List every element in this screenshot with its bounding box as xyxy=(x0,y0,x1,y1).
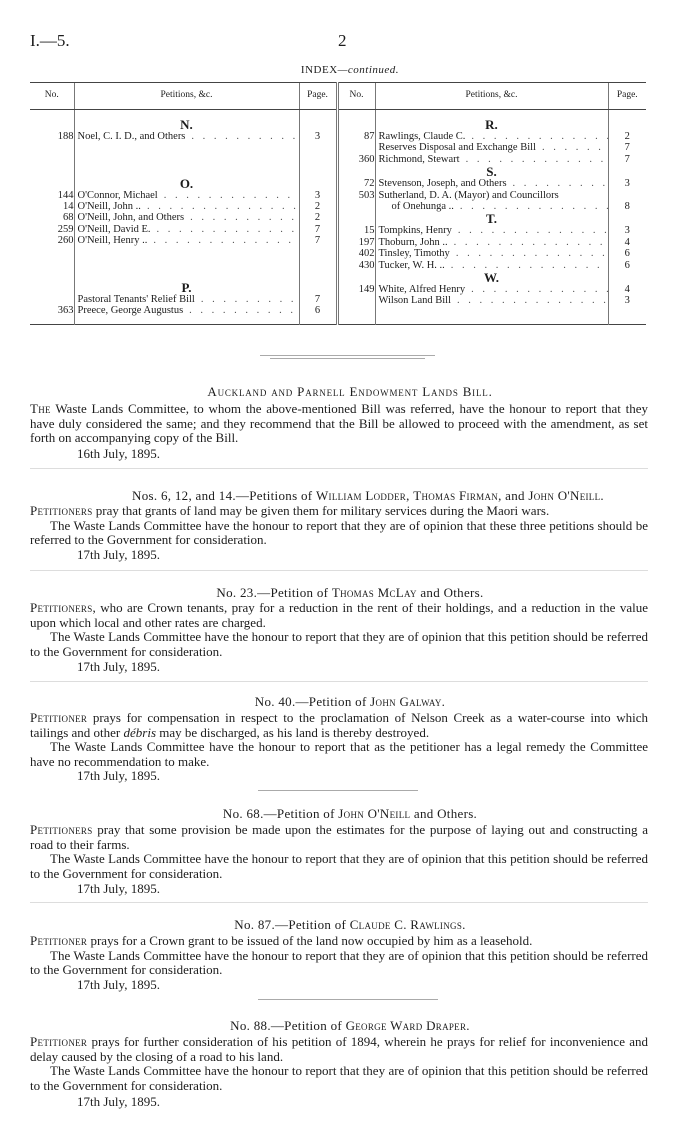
index-entry xyxy=(75,201,299,212)
section-divider xyxy=(30,570,648,571)
index-entry-page: 6 xyxy=(624,259,630,271)
index-entry-number: 188 xyxy=(57,131,74,142)
index-entry-number: 144 xyxy=(57,189,74,201)
index-entry-number: 503 xyxy=(358,189,375,201)
dot-leader xyxy=(450,248,608,259)
dot-leader xyxy=(147,235,298,246)
section-date: 17th July, 1895. xyxy=(77,1094,160,1109)
index-entry-name: O'Neill, Henry .. xyxy=(77,235,148,247)
index-entry-number xyxy=(339,295,375,306)
dot-leader xyxy=(452,225,608,236)
index-entry-name: Sutherland, D. A. (Mayor) and Councillors xyxy=(378,189,559,201)
index-entry-page: 3 xyxy=(624,225,630,237)
section-title: No. 40.—Petition of John Galway. xyxy=(254,694,446,709)
index-entry-page: 7 xyxy=(314,293,321,305)
index-entry xyxy=(376,248,608,259)
section-title: No. 87.—Petition of Claude C. Rawlings. xyxy=(234,917,466,932)
column-header-no: No. xyxy=(337,83,375,110)
index-entry-name: Stevenson, Joseph, and Others xyxy=(378,178,507,190)
index-entry-page: 4 xyxy=(624,236,630,248)
index-entry-name: of Onehunga .. xyxy=(391,200,454,212)
index-entry-name: Rawlings, Claude C. xyxy=(378,131,466,142)
index-entry-number: 260 xyxy=(57,235,74,247)
column-header-petitions: Petitions, &c. xyxy=(74,83,299,110)
index-entry-number xyxy=(30,294,74,305)
section-body: Petitioner prays for further consideration of his petition of 1894, wherein he prays for relief for inconvenience and delay caused by the closing of a road to his land. The Waste Lands Committee have the honour to report that they are of opinion that this petition should be referred to the Government for consideration. xyxy=(30,1034,648,1093)
index-entry xyxy=(376,225,608,236)
section-divider xyxy=(258,790,418,791)
column-header-petitions: Petitions, &c. xyxy=(375,83,608,110)
index-entry-page: 8 xyxy=(624,200,630,212)
index-entry-number: 68 xyxy=(63,212,74,224)
index-entry-number: 402 xyxy=(358,248,375,260)
index-entry xyxy=(75,235,299,246)
index-entry-name: Tinsley, Timothy xyxy=(378,248,450,260)
index-entry xyxy=(376,131,608,142)
index-entry-page: 4 xyxy=(624,283,630,295)
index-entry-number: 87 xyxy=(364,131,375,142)
section-date: 17th July, 1895. xyxy=(77,768,160,783)
index-entry-name: Preece, George Augustus xyxy=(77,305,184,317)
section-divider xyxy=(258,999,438,1000)
column-header-no: No. xyxy=(30,83,74,110)
index-entry-number: 15 xyxy=(364,225,375,237)
section-divider xyxy=(30,902,648,903)
dot-leader xyxy=(460,154,608,165)
index-entry-page: 6 xyxy=(314,305,321,317)
index-entry-page: 7 xyxy=(624,153,630,165)
column-header-page: Page. xyxy=(299,83,337,110)
index-entry xyxy=(376,142,608,153)
index-entry-page: 2 xyxy=(314,200,321,212)
section-divider xyxy=(270,358,425,359)
section-divider xyxy=(260,355,435,356)
index-entry-number: 363 xyxy=(57,305,74,317)
index-letter-heading: W. xyxy=(483,269,500,285)
section-date: 17th July, 1895. xyxy=(77,881,160,896)
index-letter-heading: N. xyxy=(180,117,193,132)
section-date: 16th July, 1895. xyxy=(77,446,160,461)
index-entry xyxy=(75,190,299,201)
section-date: 17th July, 1895. xyxy=(77,977,160,992)
index-entry-page: 6 xyxy=(624,248,630,260)
index-entry-name: Tucker, W. H. .. xyxy=(378,259,445,271)
index-entry xyxy=(75,212,299,223)
section-title: Nos. 6, 12, and 14.—Petitions of William Lodder, Thomas Firman, and John O'Neill. xyxy=(132,488,604,503)
document-reference: I.—5. xyxy=(30,31,70,50)
section-body: Petitioners pray that grants of land may be given them for military services during the Maori wars. The Waste Lands Committee have the honour to report that they are of opinion that these three petitions should be referred to the Government for consideration. xyxy=(30,503,648,548)
index-entry-page xyxy=(609,190,647,201)
index-entry-number: 72 xyxy=(364,178,375,190)
index-entry-name: Richmond, Stewart xyxy=(378,153,460,165)
index-entry xyxy=(75,305,299,316)
index-letter-heading: O. xyxy=(179,175,194,191)
index-entry-name: Reserves Disposal and Exchange Bill xyxy=(378,142,536,154)
index-entry-name: Noel, C. I. D., and Others xyxy=(77,131,186,142)
index-letter-heading: R. xyxy=(485,117,498,132)
dot-leader xyxy=(151,224,299,235)
index-entry-number: 259 xyxy=(57,223,74,235)
index-entry-name: O'Connor, Michael xyxy=(77,189,158,201)
section-body: Petitioner prays for a Crown grant to be issued of the land now occupied by him as a leasehold. The Waste Lands Committee have the honour to report that they are of opinion that this petition should be referred to the Government for consideration. xyxy=(30,933,648,978)
section-body: Petitioner prays for compensation in respect to the proclamation of Nelson Creek as a water-course into which tailings and other débris may be discharged, as his land is thereby destroyed. The Waste Lands Committee have the honour to report that as the petitioner has a legal remedy the Committee have no recommendation to make. xyxy=(30,710,648,769)
index-entry-number: 197 xyxy=(358,236,375,248)
index-letter-heading: P. xyxy=(181,279,192,295)
dot-leader xyxy=(183,305,298,316)
page-number: 2 xyxy=(338,31,347,50)
dot-leader xyxy=(184,212,298,223)
dot-leader xyxy=(141,201,299,212)
dot-leader xyxy=(536,142,608,153)
index-entry-page: 2 xyxy=(624,131,630,142)
section-title: Auckland and Parnell Endowment Lands Bill. xyxy=(207,384,493,399)
index-entry-name: O'Neill, David E. xyxy=(77,223,151,235)
index-entry xyxy=(376,284,608,295)
index-entry-name: O'Neill, John, and Others xyxy=(77,212,185,224)
section-body: The Waste Lands Committee, to whom the above-mentioned Bill was referred, have the honour to report that they have duly considered the same; and they recommend that the Bill be allowed to proceed with the amendment, as set forth on accompanying copy of the Bill. xyxy=(30,401,648,446)
section-title: No. 23.—Petition of Thomas McLay and Others. xyxy=(216,585,484,600)
dot-leader xyxy=(465,131,607,142)
index-entry-name: Wilson Land Bill xyxy=(378,295,451,307)
index-entry-page: 3 xyxy=(624,178,630,190)
index-title: INDEX—continued. xyxy=(300,64,400,76)
index-entry xyxy=(376,178,608,189)
index-letter-heading: T. xyxy=(486,211,497,227)
dot-leader xyxy=(448,237,608,248)
dot-leader xyxy=(185,131,298,142)
dot-leader xyxy=(507,178,608,189)
index-entry-number: 149 xyxy=(358,283,375,295)
section-title: No. 68.—Petition of John O'Neill and Others. xyxy=(222,806,478,821)
section-body: Petitioners, who are Crown tenants, pray for a reduction in the rent of their holdings, and a reduction in the value upon which local and other rates are charged. The Waste Lands Committee have the honour to report that they are of opinion that this petition should be referred to the Government for consideration. xyxy=(30,600,648,659)
index-entry-number xyxy=(339,142,375,153)
index-entry-name: Thoburn, John .. xyxy=(378,236,448,248)
index-entry-name: O'Neill, John .. xyxy=(77,200,141,212)
index-entry xyxy=(376,295,608,306)
index-entry xyxy=(75,131,299,142)
index-entry xyxy=(376,237,608,248)
section-divider xyxy=(30,681,648,682)
index-entry-page: 7 xyxy=(624,142,630,154)
index-entry-page: 7 xyxy=(314,235,321,247)
index-entry-page: 2 xyxy=(314,212,321,224)
index-entry-number: 430 xyxy=(358,259,375,271)
column-header-page: Page. xyxy=(608,83,646,110)
index-entry-name: Tompkins, Henry xyxy=(378,225,452,237)
index-entry-page: 3 xyxy=(314,189,321,201)
index-entry-page: 3 xyxy=(624,295,630,307)
index-table xyxy=(30,82,646,325)
index-entry-number: 14 xyxy=(63,200,74,212)
dot-leader xyxy=(454,201,608,212)
section-title: No. 88.—Petition of George Ward Draper. xyxy=(230,1018,470,1033)
section-date: 17th July, 1895. xyxy=(77,659,160,674)
dot-leader xyxy=(451,295,608,306)
index-letter-heading: S. xyxy=(486,164,497,180)
index-entry-page: 7 xyxy=(314,223,321,235)
dot-leader xyxy=(195,294,299,305)
section-divider xyxy=(30,468,648,469)
section-date: 17th July, 1895. xyxy=(77,547,160,562)
index-entry-name: Pastoral Tenants' Relief Bill xyxy=(77,293,195,305)
index-entry-number: 360 xyxy=(358,153,375,165)
dot-leader xyxy=(445,260,608,271)
index-entry xyxy=(75,224,299,235)
index-entry xyxy=(75,294,299,305)
index-entry-name: White, Alfred Henry xyxy=(378,283,466,295)
dot-leader xyxy=(465,284,607,295)
index-entry-page: 3 xyxy=(314,131,321,142)
section-body: Petitioners pray that some provision be made upon the estimates for the purpose of laying out and constructing a road to their farms. The Waste Lands Committee have the honour to report that they are of opinion that this petition should be referred to the Government for consideration. xyxy=(30,822,648,881)
dot-leader xyxy=(158,190,299,201)
index-entry xyxy=(376,190,608,201)
